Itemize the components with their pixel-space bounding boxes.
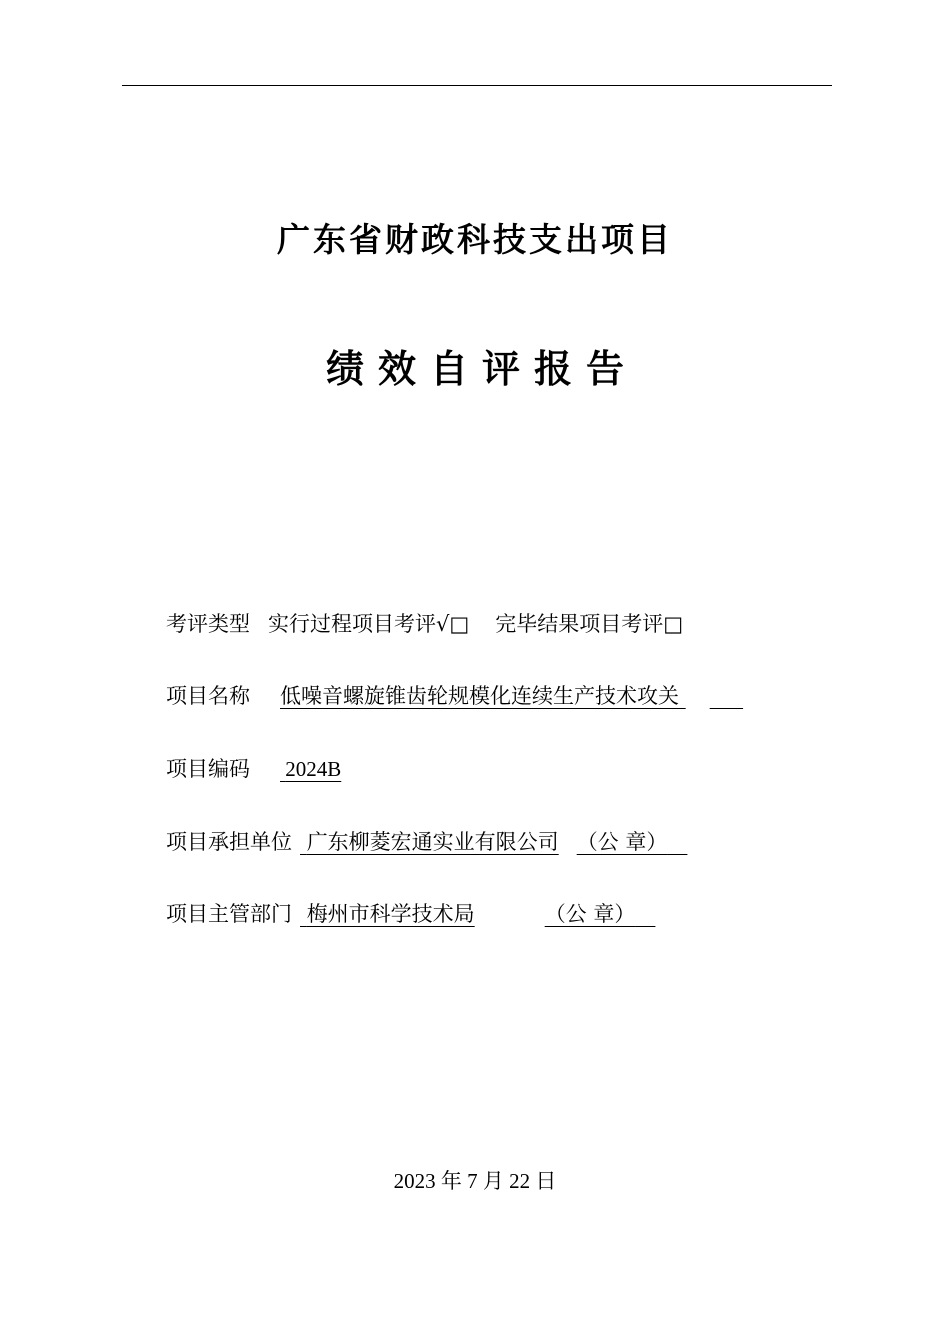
project-code-label: 项目编码 bbox=[166, 757, 250, 781]
project-code-row bbox=[166, 755, 483, 783]
top-rule bbox=[122, 85, 832, 86]
project-name-row bbox=[166, 682, 743, 710]
project-name-trailing-blank bbox=[710, 684, 743, 708]
report-title-line2: 绩效自评报告 bbox=[325, 347, 638, 391]
project-code-value: 2024B bbox=[285, 757, 342, 781]
undertaking-unit-row bbox=[166, 828, 687, 856]
undertaking-unit-label: 项目承担单位 bbox=[166, 830, 292, 854]
eval-type-label: 考评类型 bbox=[166, 612, 250, 636]
competent-dept-row bbox=[166, 900, 655, 928]
competent-dept-label: 项目主管部门 bbox=[166, 902, 292, 926]
project-name-value: 低噪音螺旋锥齿轮规模化连续生产技术攻关 bbox=[280, 684, 679, 708]
undertaking-unit-value: 广东柳菱宏通实业有限公司 （公 章） bbox=[306, 830, 668, 854]
report-title-line1: 广东省财政科技支出项目 bbox=[277, 220, 673, 259]
eval-type-option-result: 完毕结果项目考评□ bbox=[495, 612, 684, 636]
undertaking-unit-seal: （公 章） bbox=[576, 830, 668, 854]
competent-dept-value: 梅州市科学技术局 （公 章） bbox=[306, 902, 636, 926]
eval-type-row bbox=[166, 610, 683, 638]
project-name-label: 项目名称 bbox=[166, 684, 250, 708]
eval-type-option-process: 实行过程项目考评√□ bbox=[268, 612, 470, 636]
competent-dept-seal: （公 章） bbox=[544, 902, 636, 926]
report-date: 2023 年 7 月 22 日 bbox=[393, 1169, 557, 1193]
